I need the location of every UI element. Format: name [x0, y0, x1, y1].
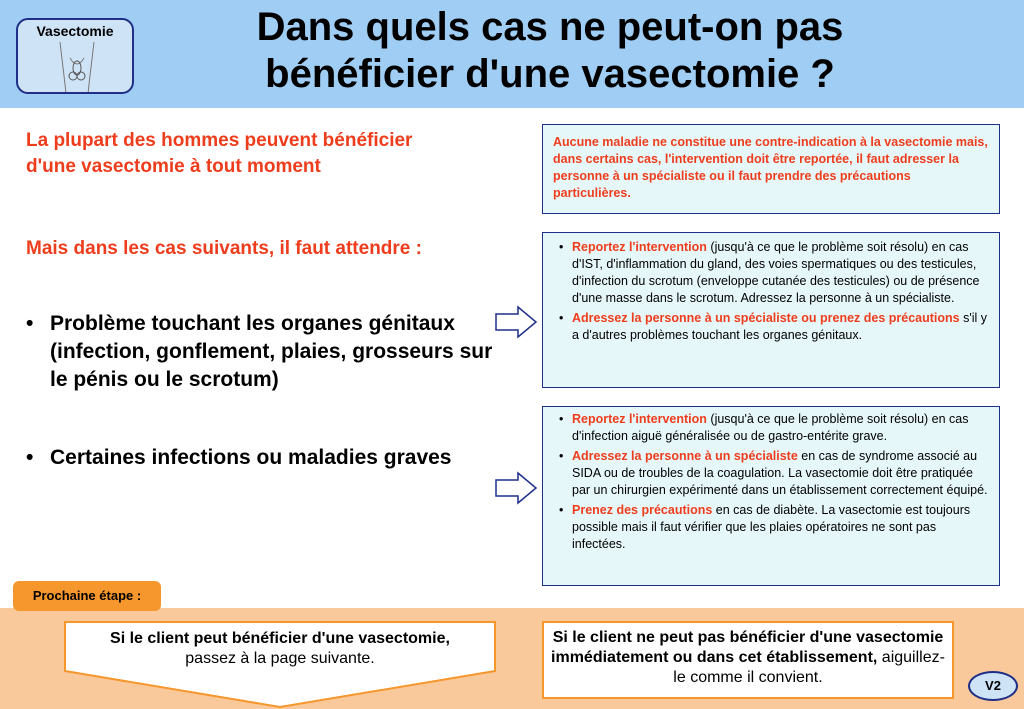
action-detail: (jusqu'à ce que le problème soit résolu) en cas d'IST, d'inflammation du gland, des voies spermatiques ou des testicules, d'infection du scrotum (enveloppe cutanée des testicules) ou de présence d'une masse dans le scrotum. Adressez la personne à un spécialiste. — [572, 240, 980, 305]
right-arrow-icon — [494, 305, 538, 339]
can-proceed-box[interactable] — [64, 621, 496, 709]
list-item — [559, 310, 991, 344]
contraindication-note: Aucune maladie ne constitue une contre-indication à la vasectomie mais, dans certains cas, l'intervention doit être reportée, il faut adresser la personne à un spécialiste ou il faut prendre des précautions particulières. — [553, 135, 988, 200]
bullet-dot: • — [26, 312, 34, 335]
action-detail: s'il y a d'autres problèmes touchant les organes génitaux. — [572, 311, 988, 342]
cannot-proceed-box — [542, 621, 954, 699]
genital-problems-box — [542, 232, 1000, 388]
serious-illness-box — [542, 406, 1000, 586]
intro-text: La plupart des hommes peuvent bénéficier d'une vasectomie à tout moment — [26, 130, 413, 177]
wait-text: Mais dans les cas suivants, il faut attendre : — [26, 238, 422, 259]
cannot-proceed-action: aiguillez-le comme il convient. — [673, 649, 945, 686]
list-item — [559, 502, 991, 553]
serious-illness-list — [551, 411, 991, 553]
title-line-1: Dans quels cas ne peut-on pas — [256, 5, 844, 49]
cannot-proceed-condition: Si le client ne peut pas bénéficier d'une vasectomie immédiatement ou dans cet établissement, — [551, 629, 944, 666]
action-label: Reportez l'intervention — [572, 412, 707, 426]
logo-label: Vasectomie — [36, 23, 114, 39]
action-label: Reportez l'intervention — [572, 240, 707, 254]
page-badge: V2 — [968, 671, 1018, 701]
list-item — [559, 411, 991, 445]
anatomy-figure-icon — [54, 40, 100, 94]
bullet-dot: • — [26, 446, 34, 469]
can-proceed-text — [74, 629, 486, 669]
action-label: Adressez la personne à un spécialiste ou prenez des précautions — [572, 311, 960, 325]
can-proceed-action: passez à la page suivante. — [185, 650, 375, 667]
vasectomie-logo — [16, 18, 134, 94]
action-label: Prenez des précautions — [572, 503, 713, 517]
genital-problems-list — [551, 239, 991, 344]
title-line-2: bénéficier d'une vasectomie ? — [265, 52, 835, 96]
action-detail: en cas de syndrome associé au SIDA ou de troubles de la coagulation. La vasectomie doit être pratiquée par un chirurgien expérimenté dans un établissement correctement équipé. — [572, 449, 988, 497]
list-item — [559, 448, 991, 499]
action-detail: en cas de diabète. La vasectomie est toujours possible mais il faut vérifier que les plaies opératoires ne sont pas infectées. — [572, 503, 971, 551]
contraindication-note-box — [542, 124, 1000, 214]
can-proceed-condition: Si le client peut bénéficier d'une vasectomie, — [110, 630, 450, 647]
right-arrow-icon — [494, 471, 538, 505]
bullet-genital-problems — [26, 310, 496, 394]
action-detail: (jusqu'à ce que le problème soit résolu) en cas d'infection aiguë généralisée ou de gastro-entérite grave. — [572, 412, 969, 443]
bullet-serious-infections — [26, 444, 506, 472]
next-step-label: Prochaine étape : — [13, 581, 161, 611]
list-item — [559, 239, 991, 307]
page-title — [170, 4, 930, 98]
bullet-text: Certaines infections ou maladies graves — [50, 446, 452, 469]
action-label: Adressez la personne à un spécialiste — [572, 449, 798, 463]
bullet-text: Problème touchant les organes génitaux (infection, gonflement, plaies, grosseurs sur le pénis ou le scrotum) — [50, 312, 493, 391]
